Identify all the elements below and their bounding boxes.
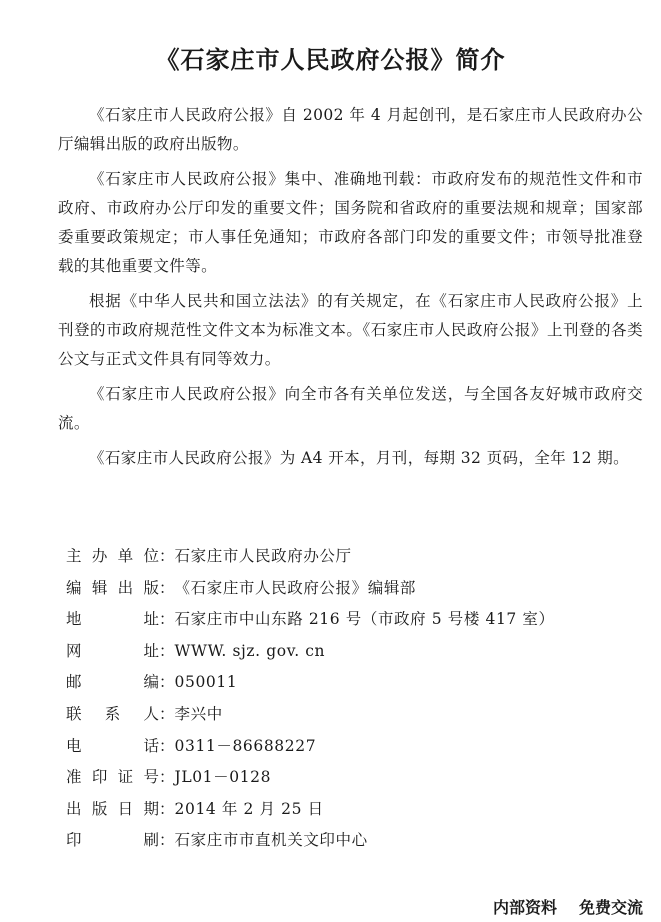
footer-internal-label: 内部资料 bbox=[492, 898, 557, 917]
info-label: 出版日期 bbox=[66, 799, 159, 818]
info-label: 网址 bbox=[66, 641, 159, 660]
publication-info bbox=[66, 541, 626, 857]
info-separator: ： bbox=[159, 578, 175, 597]
info-value: 《石家庄市人民政府公报》编辑部 bbox=[174, 578, 417, 597]
intro-paragraph: 《石家庄市人民政府公报》为 A4 开本，月刊，每期 32 页码，全年 12 期。 bbox=[89, 449, 630, 467]
website-link: WWW. sjz. gov. cn bbox=[174, 641, 326, 660]
info-separator: ： bbox=[159, 547, 175, 565]
info-value: 0311－86688227 bbox=[174, 736, 317, 755]
info-value: 石家庄市中山东路 216 号（市政府 5 号楼 417 室） bbox=[174, 610, 555, 629]
intro-paragraph: 《石家庄市人民政府公报》集中、准确地刊载：市政府发布的规范性文件和市政府、市政府办公厅印发的重要文件；国务院和省政府的重要法规和规章；国家部委重要政策规定；市人事任免通知；市政府各部门印发的重要文件；市领导批准登载的其他重要文件等。 bbox=[58, 170, 643, 275]
page-title: 《石家庄市人民政府公报》简介 bbox=[155, 46, 506, 74]
info-separator: ： bbox=[159, 673, 175, 692]
info-separator: ： bbox=[159, 768, 175, 787]
info-label: 印刷 bbox=[66, 831, 159, 850]
info-separator: ： bbox=[159, 610, 175, 629]
info-value: 石家庄市人民政府办公厅 bbox=[174, 547, 352, 565]
info-separator: ： bbox=[159, 736, 175, 755]
info-row-permit bbox=[66, 762, 626, 794]
info-label: 地址 bbox=[66, 610, 159, 629]
info-label: 邮编 bbox=[66, 673, 159, 692]
intro-paragraph: 《石家庄市人民政府公报》自 2002 年 4 月起创刊，是石家庄市人民政府办公厅编辑出版的政府出版物。 bbox=[58, 106, 643, 153]
info-separator: ： bbox=[159, 831, 175, 850]
info-row-phone bbox=[66, 731, 626, 763]
info-row-address bbox=[66, 604, 626, 636]
info-value: 李兴中 bbox=[174, 704, 223, 723]
info-value: 050011 bbox=[174, 673, 238, 692]
info-value: 石家庄市市直机关文印中心 bbox=[174, 831, 368, 850]
footer-note bbox=[493, 895, 643, 918]
info-row-printer bbox=[66, 825, 626, 857]
intro-paragraph: 《石家庄市人民政府公报》向全市各有关单位发送，与全国各友好城市政府交流。 bbox=[58, 385, 643, 432]
info-label: 联系人 bbox=[66, 704, 159, 723]
info-row-postcode bbox=[66, 667, 626, 699]
info-row-date bbox=[66, 794, 626, 826]
intro-paragraph: 根据《中华人民共和国立法法》的有关规定，在《石家庄市人民政府公报》上刊登的市政府规范性文件文本为标准文本。《石家庄市人民政府公报》上刊登的各类公文与正式文件具有同等效力。 bbox=[58, 292, 643, 368]
intro-section bbox=[58, 101, 643, 479]
info-value: JL01－0128 bbox=[174, 768, 272, 787]
info-label: 主办单位 bbox=[66, 547, 159, 565]
info-label: 编辑出版 bbox=[66, 578, 159, 597]
info-row-website bbox=[66, 636, 626, 668]
info-separator: ： bbox=[159, 799, 175, 818]
info-row-contact bbox=[66, 699, 626, 731]
footer-free-label: 免费交流 bbox=[578, 898, 643, 917]
info-row-sponsor bbox=[66, 541, 626, 573]
info-row-editor bbox=[66, 573, 626, 605]
info-separator: ： bbox=[159, 641, 175, 660]
info-separator: ： bbox=[159, 704, 175, 723]
info-value: 2014 年 2 月 25 日 bbox=[174, 799, 324, 818]
info-label: 电话 bbox=[66, 736, 159, 755]
info-label: 准印证号 bbox=[66, 768, 159, 787]
